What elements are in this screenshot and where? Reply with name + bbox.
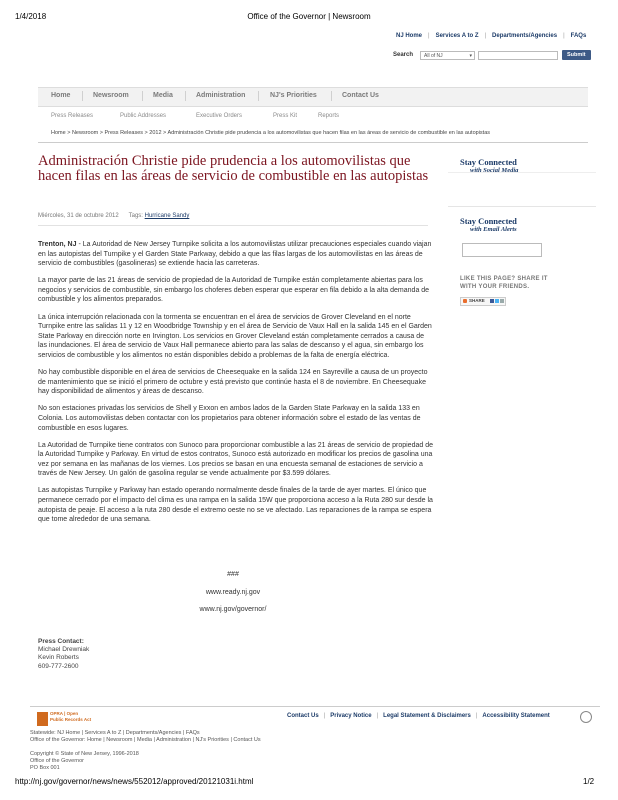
subnav-reports[interactable]: Reports	[318, 113, 340, 119]
paragraph	[38, 240, 433, 269]
share-promo	[460, 275, 548, 291]
contact-phone: 609-777-2600	[38, 662, 79, 670]
article-date: Miércoles, 31 de octubre 2012	[38, 213, 119, 219]
stay-connected-email-title: Stay Connected	[460, 216, 517, 226]
divider	[38, 225, 428, 226]
util-departments[interactable]: Departments/Agencies	[492, 33, 558, 39]
search-submit-button[interactable]: Submit	[562, 50, 591, 60]
nav-newsroom[interactable]: Newsroom	[93, 92, 129, 99]
nav-home[interactable]: Home	[51, 92, 71, 99]
article-body	[38, 240, 433, 532]
util-faqs[interactable]: FAQs	[570, 33, 587, 39]
nav-divider	[185, 91, 186, 101]
stay-connected-email-sub[interactable]: with Email Alerts	[470, 226, 517, 233]
article-meta	[38, 213, 189, 219]
paragraph: La única interrupción relacionada con la tormenta se encuentran en el área de servicios de Grover Cleveland en el norte Turnpike entre las salidas 11 y 12 en Woodbridge Township y en el área de Servicio de Vaux Hall en la salida 145 en el Garden State Parkway en dirección norte en Irvington. Los servicios en Grover Cleveland están completamente cerrados a causa de las inundaciones. El área de servicio de Vaux Hall permanece abierto para las salas de descanso y el agua, sin embargo los servicios de combustible y los alimentos no están disponibles debido a problemas de la falta de energía eléctrica.	[38, 313, 432, 359]
footer-divider	[30, 706, 600, 707]
footer-org: Office of the Governor	[30, 758, 85, 764]
subnav-public-addresses[interactable]: Public Addresses	[120, 113, 167, 119]
nav-divider	[142, 91, 143, 101]
paragraph: Las autopistas Turnpike y Parkway han estado operando normalmente desde finales de la tarde de ayer martes. El único que permanece cerrado por el impacto del clima es una rampa en la salida 15W que proporciona acceso a la Ruta 280 sur desde la autopista de peaje. El acceso a la ruta 280 desde el extremo oeste no se ve afectado. Las reparaciones de la rampa se espera que tome alrededor de una semana.	[38, 487, 433, 524]
press-contact-label: Press Contact:	[38, 638, 84, 645]
opra-logo-text: OPRA | Open	[50, 711, 79, 716]
print-page-number: 1/2	[583, 777, 595, 786]
print-title: Office of the Governor | Newsroom	[247, 12, 371, 21]
paragraph: La Autoridad de Turnpike tiene contratos con Sunoco para proporcionar combustible a las 21 áreas de servicio de propiedad de la Autoridad Turnpike y Parkway. En virtud de estos contratos, Sunoco está autorizado en modificar los precios de gasolina una vez por semana en las mañanas de los viernes. Los precios se basan en una encuesta semanal de estaciones de servicio a través de New Jersey. Un galón de gasolina regular se vende actualmente por $3.599 dólares.	[38, 441, 433, 478]
breadcrumb: Home > Newsroom > Press Releases > 2012 > Administración Christie pide prudencia a los automovilistas que hacen filas en las áreas de servicio de combustible en las autopistas	[51, 130, 491, 136]
subnav-press-releases[interactable]: Press Releases	[51, 113, 94, 119]
subnav-press-kit[interactable]: Press Kit	[273, 113, 298, 119]
subnav-executive-orders[interactable]: Executive Orders	[196, 113, 243, 119]
opra-logo-text: Public Records Act	[50, 717, 92, 722]
footer-po-box: PO Box 001	[30, 765, 60, 771]
search-input[interactable]	[478, 51, 558, 60]
nav-administration[interactable]: Administration	[196, 92, 246, 99]
footer-privacy-link[interactable]: Privacy Notice	[330, 713, 372, 719]
link-governor[interactable]: www.nj.gov/governor/	[199, 606, 267, 613]
paragraph: No hay combustible disponible en el área de servicios de Cheesequake en la salida 124 en Sayreville a causa de un proyecto de mantenimiento que se inició el primero de octubre y está previsto que continúe hasta el 8 de noviembre. En Cheesequake hay disponibilidad de alimentos y áreas de descanso.	[38, 369, 428, 396]
nav-priorities[interactable]: NJ's Priorities	[270, 92, 317, 99]
print-date: 1/4/2018	[15, 12, 47, 21]
share-button[interactable]	[460, 297, 506, 306]
search-scope-select[interactable]	[420, 51, 475, 60]
share-icon	[463, 299, 467, 303]
contact-name: Kevin Roberts	[38, 654, 79, 662]
paragraph: No son estaciones privadas los servicios de Shell y Exxon en ambos lados de la Garden State Parkway en la salida 133 en Colonia. Los automovilistas deben contactar con los propietarios para obtener información sobre el estado de las ventas de combustible en esos lugares.	[38, 405, 421, 432]
footer-office: Office of the Governor: Home | Newsroom | Media | Administration | NJ's Priorities | Contact Us	[30, 737, 261, 743]
tags-label: Tags:	[128, 213, 143, 219]
footer-copyright: Copyright © State of New Jersey, 1996-2018	[30, 751, 139, 757]
share-promo-line: LIKE THIS PAGE? SHARE IT	[460, 276, 548, 282]
opra-logo[interactable]	[37, 711, 92, 730]
stay-connected-social-title: Stay Connected	[460, 157, 517, 167]
opra-logo-mark	[37, 712, 48, 726]
footer-accessibility-link[interactable]: Accessibility Statement	[482, 713, 550, 719]
dateline: Trenton, NJ	[38, 241, 77, 248]
footer-contact-link[interactable]: Contact Us	[287, 713, 319, 719]
link-ready-nj[interactable]: www.ready.nj.gov	[205, 589, 261, 596]
utility-nav: NJ Home | Services A to Z | Departments/Agencies | FAQs	[396, 33, 587, 39]
page-title: Administración Christie pide prudencia a los automovilistas que hacen filas en las áreas de servicio de combustible en las autopistas	[38, 153, 429, 184]
accessibility-icon[interactable]	[580, 711, 592, 723]
email-alert-input[interactable]	[462, 243, 542, 257]
util-services[interactable]: Services A to Z	[435, 33, 479, 39]
twitter-icon	[495, 299, 499, 303]
print-url: http://nj.gov/governor/news/news/552012/approved/20121031i.html	[15, 777, 254, 786]
share-promo-line: WITH YOUR FRIENDS.	[460, 284, 530, 290]
nav-divider	[331, 91, 332, 101]
footer-statewide: Statewide: NJ Home | Services A to Z | Departments/Agencies | FAQs	[30, 730, 200, 736]
stay-connected-social-sub[interactable]: with Social Media	[470, 167, 519, 174]
nav-contact[interactable]: Contact Us	[342, 92, 379, 99]
divider	[448, 206, 596, 207]
divider	[38, 142, 588, 143]
contact-name: Michael Drewniak	[38, 646, 90, 654]
email-icon	[500, 299, 504, 303]
search-scope-value: All of NJ	[424, 53, 443, 59]
util-nj-home[interactable]: NJ Home	[396, 33, 423, 39]
footer-legal-link[interactable]: Legal Statement & Disclaimers	[383, 713, 471, 719]
end-mark: ###	[227, 571, 239, 578]
tag-link[interactable]: Hurricane Sandy	[144, 213, 190, 219]
footer-links: Contact Us | Privacy Notice | Legal Statement & Disclaimers | Accessibility Statement	[287, 713, 550, 719]
search-label: Search	[393, 52, 414, 58]
nav-divider	[258, 91, 259, 101]
paragraph-text: - La Autoridad de New Jersey Turnpike solicita a los automovilistas utilizar precauciones especiales cuando viajan en las autopistas del Turnpike y el Garden State Parkway, debido a que las filas largas de los automovilistas en las áreas de servicio de combustibles (gasolineras) se extiende hacia las carreteras.	[38, 241, 432, 268]
chevron-down-icon: ▾	[469, 53, 472, 59]
nav-media[interactable]: Media	[153, 92, 173, 99]
paragraph: La mayor parte de las 21 áreas de servicio de propiedad de la Autoridad de Turnpike están completamente abiertas para los negocios y servicios de combustible, sin embargo los choferes deben esperar que esperar en fila debido a la alta demanda de combustible y los alimentos preparados.	[38, 277, 430, 304]
facebook-icon	[490, 299, 494, 303]
press-contact	[38, 638, 89, 671]
share-label: SHARE	[469, 298, 485, 303]
nav-divider	[82, 91, 83, 101]
